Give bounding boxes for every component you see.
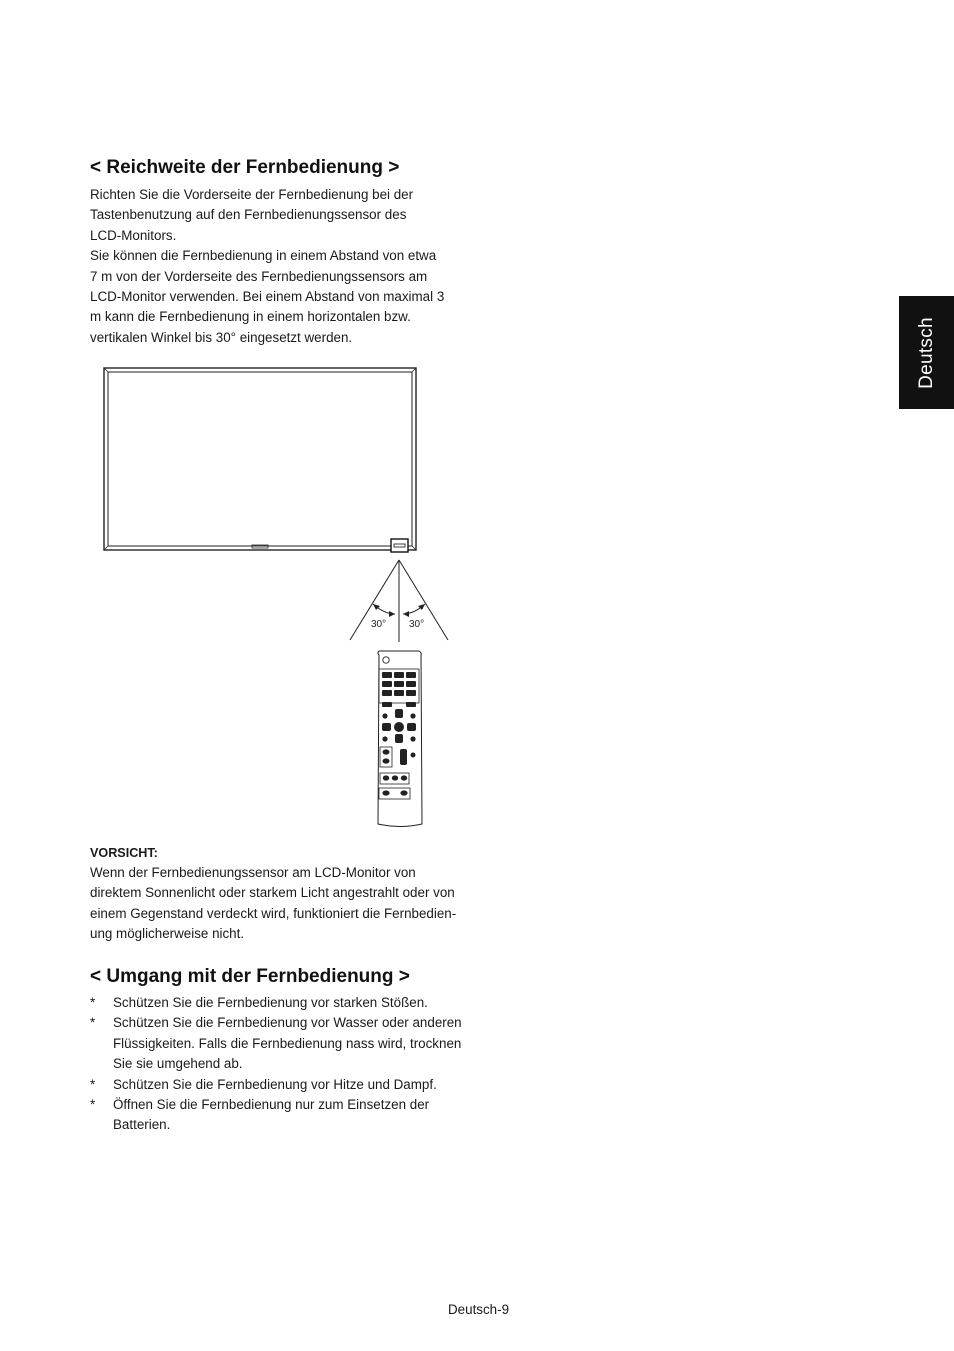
caution-paragraph bbox=[90, 863, 456, 945]
list-item bbox=[90, 1095, 480, 1136]
list-item-line: Schützen Sie die Fernbedienung vor starken Stößen. bbox=[113, 995, 428, 1010]
list-item-line: Sie sie umgehend ab. bbox=[113, 1056, 243, 1072]
bullet-marker: * bbox=[90, 995, 96, 1010]
range-line: Richten Sie die Vorderseite der Fernbedienung bei der bbox=[90, 187, 414, 202]
list-item-line: Flüssigkeiten. Falls die Fernbedienung nass wird, trocknen bbox=[113, 1035, 462, 1051]
caution-line: Wenn der Fernbedienungssensor am LCD-Monitor von bbox=[90, 865, 416, 880]
list-item bbox=[90, 1075, 480, 1095]
lcd-monitor-illustration bbox=[104, 368, 416, 550]
caution-label: VORSICHT: bbox=[90, 846, 158, 860]
range-line: LCD-Monitor verwenden. Bei einem Abstand von maximal 3 bbox=[90, 289, 445, 305]
list-item-line: Schützen Sie die Fernbedienung vor Hitze und Dampf. bbox=[113, 1076, 437, 1092]
language-tab bbox=[899, 296, 954, 409]
list-item-line: Batterien. bbox=[113, 1117, 171, 1133]
range-line: LCD-Monitors. bbox=[90, 227, 177, 243]
angle-label-right: 30° bbox=[409, 619, 425, 630]
range-line: Sie können die Fernbedienung in einem Abstand von etwa bbox=[90, 248, 437, 264]
list-item-line: Öffnen Sie die Fernbedienung nur zum Einsetzen der bbox=[113, 1097, 430, 1113]
range-line: m kann die Fernbedienung in einem horizontalen bzw. bbox=[90, 309, 411, 325]
page-number: Deutsch-9 bbox=[448, 1302, 510, 1317]
caution-line: ung möglicherweise nicht. bbox=[90, 926, 245, 942]
list-item bbox=[90, 1013, 480, 1074]
bullet-marker: * bbox=[90, 1097, 96, 1113]
remote-sensor-marker bbox=[391, 539, 408, 552]
handling-list bbox=[90, 993, 480, 1136]
list-item bbox=[90, 993, 480, 1013]
range-line: 7 m von der Vorderseite des Fernbedienungssensors am bbox=[90, 268, 428, 284]
language-tab-label: Deutsch bbox=[915, 316, 937, 389]
list-item-line: Schützen Sie die Fernbedienung vor Wasser oder anderen bbox=[113, 1015, 462, 1031]
range-line: Tastenbenutzung auf den Fernbedienungssensor des bbox=[90, 207, 407, 223]
section-heading-range: < Reichweite der Fernbedienung > bbox=[90, 157, 400, 178]
angle-label-left: 30° bbox=[371, 619, 387, 630]
range-lines bbox=[350, 560, 448, 642]
caution-line: direktem Sonnenlicht oder starkem Licht angestrahlt oder von bbox=[90, 885, 455, 901]
remote-control-illustration bbox=[378, 651, 422, 827]
caution-line: einem Gegenstand verdeckt wird, funktioniert die Fernbedien- bbox=[90, 905, 457, 921]
bullet-marker: * bbox=[90, 1015, 96, 1031]
section-heading-handling: < Umgang mit der Fernbedienung > bbox=[90, 966, 410, 987]
range-line: vertikalen Winkel bis 30° eingesetzt werden. bbox=[90, 329, 353, 345]
range-paragraph bbox=[90, 185, 444, 348]
remote-range-diagram bbox=[100, 362, 460, 832]
bullet-marker: * bbox=[90, 1076, 96, 1092]
